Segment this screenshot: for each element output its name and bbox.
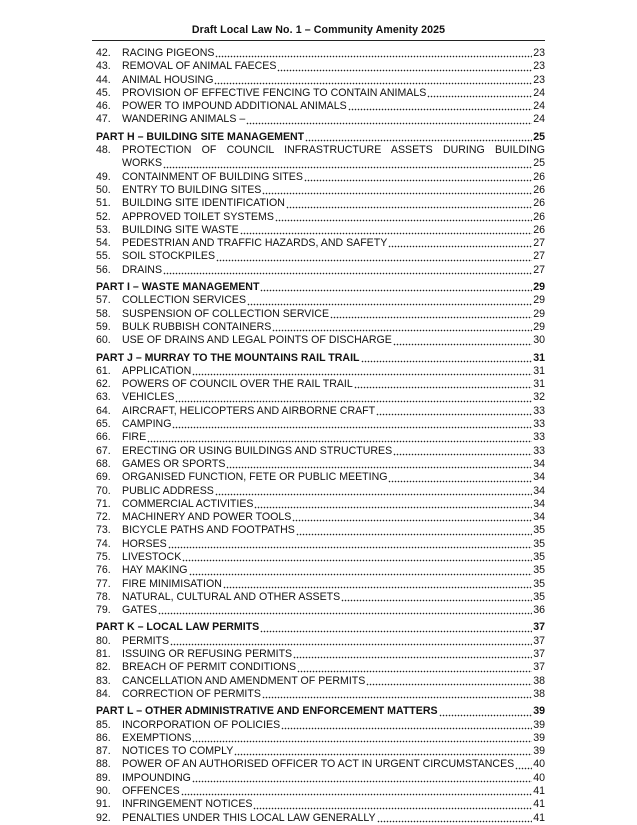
toc-entry-page-number: 26 xyxy=(533,197,545,210)
page-header-title: Draft Local Law No. 1 – Community Amenity 2025 xyxy=(191,24,446,36)
toc-entry[interactable] xyxy=(96,719,545,732)
toc-entry[interactable] xyxy=(96,798,545,811)
dot-leader xyxy=(304,173,532,182)
toc-entry-page-number: 34 xyxy=(533,497,545,510)
toc-entry-number: 92. xyxy=(96,811,111,824)
toc-entry-title: USE OF DRAINS AND LEGAL POINTS OF DISCHARGE xyxy=(122,334,392,347)
toc-entry-page-number: 31 xyxy=(533,351,545,364)
toc-entry-page-number: 34 xyxy=(533,457,545,470)
dot-leader xyxy=(330,310,532,319)
toc-entry-page-number: 40 xyxy=(533,758,545,771)
toc-entry[interactable] xyxy=(96,578,545,591)
toc-entry-page-number: 34 xyxy=(533,471,545,484)
toc-entry-number: 75. xyxy=(96,550,111,563)
toc-entry-title: BICYCLE PATHS AND FOOTPATHS xyxy=(122,524,295,537)
toc-entry-title: ISSUING OR REFUSING PERMITS xyxy=(122,648,293,661)
toc-entry[interactable] xyxy=(96,445,545,458)
toc-entry[interactable] xyxy=(96,87,545,100)
toc-entry-title: FIRE xyxy=(122,431,147,444)
toc-entry-number: 58. xyxy=(96,307,111,320)
dot-leader xyxy=(272,323,532,332)
toc-entry-page-number: 24 xyxy=(533,86,545,99)
toc-entry[interactable] xyxy=(96,264,545,277)
toc-entry-number: 49. xyxy=(96,170,111,183)
toc-entry[interactable] xyxy=(96,758,545,771)
toc-entry-page-number: 24 xyxy=(533,100,545,113)
dot-leader xyxy=(181,787,533,796)
toc-entry-number: 81. xyxy=(96,648,111,661)
toc-entry-number: 71. xyxy=(96,497,111,510)
dot-leader xyxy=(377,814,533,823)
dot-leader xyxy=(234,747,532,756)
toc-entry[interactable] xyxy=(96,524,545,537)
toc-entry-page-number: 41 xyxy=(533,811,545,824)
toc-entry-number: 90. xyxy=(96,785,111,798)
toc-entry-page-number: 37 xyxy=(533,661,545,674)
dot-leader xyxy=(192,734,532,743)
toc-part-heading[interactable] xyxy=(96,621,545,634)
toc-entry-page-number: 27 xyxy=(533,263,545,276)
toc-entry[interactable] xyxy=(96,47,545,60)
toc-entry[interactable] xyxy=(96,458,545,471)
toc-entry-number: 83. xyxy=(96,674,111,687)
toc-entry-number: 53. xyxy=(96,223,111,236)
toc-entry-number: 88. xyxy=(96,758,111,771)
dot-leader xyxy=(262,690,532,699)
toc-entry[interactable] xyxy=(96,224,545,237)
toc-entry-title: CONTAINMENT OF BUILDING SITES xyxy=(122,170,303,183)
toc-entry-number: 59. xyxy=(96,320,111,333)
toc-entry-title: POWERS OF COUNCIL OVER THE RAIL TRAIL xyxy=(122,378,353,391)
toc-entry-number: 55. xyxy=(96,250,111,263)
toc-entry-page-number: 39 xyxy=(533,745,545,758)
dot-leader xyxy=(388,474,532,483)
toc-entry[interactable] xyxy=(96,405,545,418)
toc-entry-title: HORSES xyxy=(122,537,167,550)
toc-part-title: PART J – MURRAY TO THE MOUNTAINS RAIL TRAIL xyxy=(96,351,360,364)
dot-leader xyxy=(158,606,532,615)
toc-part-heading[interactable] xyxy=(96,352,545,365)
toc-entry-title: POWER OF AN AUTHORISED OFFICER TO ACT IN URGENT CIRCUMSTANCES xyxy=(122,758,515,771)
toc-entry-number: 73. xyxy=(96,524,111,537)
toc-entry-title: PROTECTION OF COUNCIL INFRASTRUCTURE ASSETS DURING BUILDING xyxy=(122,144,545,157)
toc-entry-title: POWER TO IMPOUND ADDITIONAL ANIMALS xyxy=(122,100,347,113)
dot-leader xyxy=(292,513,532,522)
toc-entry[interactable] xyxy=(96,745,545,758)
dot-leader xyxy=(182,553,532,562)
toc-entry-page-number: 26 xyxy=(533,183,545,196)
toc-entry-title: BREACH OF PERMIT CONDITIONS xyxy=(122,661,297,674)
toc-part-heading[interactable] xyxy=(96,281,545,294)
toc-entry[interactable] xyxy=(96,591,545,604)
toc-entry[interactable] xyxy=(96,308,545,321)
toc-entry[interactable] xyxy=(96,250,545,263)
toc-entry-title: NOTICES TO COMPLY xyxy=(122,745,234,758)
toc-entry-title-continued-line xyxy=(122,157,545,170)
toc-entry[interactable] xyxy=(96,321,545,334)
toc-entry-title: OFFENCES xyxy=(122,785,180,798)
toc-entry-page-number: 31 xyxy=(533,364,545,377)
toc-entry-number: 76. xyxy=(96,564,111,577)
dot-leader xyxy=(246,116,532,125)
toc-part-heading[interactable] xyxy=(96,705,545,718)
toc-entry-number: 66. xyxy=(96,431,111,444)
toc-entry-title: PENALTIES UNDER THIS LOCAL LAW GENERALLY xyxy=(122,811,376,824)
dot-leader xyxy=(172,420,532,429)
toc-entry[interactable] xyxy=(96,485,545,498)
toc-entry-title: INCORPORATION OF POLICIES xyxy=(122,718,281,731)
dot-leader xyxy=(260,624,532,633)
toc-entry-number: 87. xyxy=(96,745,111,758)
toc-entry-page-number: 27 xyxy=(533,250,545,263)
toc-entry-page-number: 38 xyxy=(533,674,545,687)
toc-entry-title: ERECTING OR USING BUILDINGS AND STRUCTURES xyxy=(122,444,393,457)
toc-entry-title: APPROVED TOILET SYSTEMS xyxy=(122,210,274,223)
toc-entry-title: COLLECTION SERVICES xyxy=(122,294,247,307)
dot-leader xyxy=(175,394,532,403)
toc-entry[interactable] xyxy=(96,498,545,511)
toc-entry-title: INFRINGEMENT NOTICES xyxy=(122,798,253,811)
toc-entry-page-number: 26 xyxy=(533,170,545,183)
dot-leader xyxy=(354,380,532,389)
toc-entry[interactable] xyxy=(96,511,545,524)
dot-leader xyxy=(293,650,532,659)
toc-entry-number: 79. xyxy=(96,604,111,617)
toc-entry[interactable] xyxy=(96,74,545,87)
toc-entry-title: BUILDING SITE WASTE xyxy=(122,223,239,236)
toc-entry-page-number: 26 xyxy=(533,223,545,236)
toc-entry[interactable] xyxy=(96,812,545,825)
toc-entry[interactable] xyxy=(96,144,545,171)
dot-leader xyxy=(427,89,532,98)
toc-entry-number: 48. xyxy=(96,144,111,157)
toc-part-title: PART H – BUILDING SITE MANAGEMENT xyxy=(96,130,305,143)
toc-entry[interactable] xyxy=(96,471,545,484)
toc-entry-number: 82. xyxy=(96,661,111,674)
toc-entry-title: FIRE MINIMISATION xyxy=(122,577,222,590)
toc-entry-title: LIVESTOCK xyxy=(122,550,182,563)
dot-leader xyxy=(170,637,532,646)
dot-leader xyxy=(262,186,532,195)
dot-leader xyxy=(240,226,532,235)
toc-entry-page-number: 29 xyxy=(533,320,545,333)
toc-entry-number: 63. xyxy=(96,391,111,404)
toc-entry-page-number: 39 xyxy=(533,731,545,744)
toc-entry-page-number: 25 xyxy=(533,157,545,170)
toc-entry-title: SUSPENSION OF COLLECTION SERVICE xyxy=(122,307,330,320)
toc-entry-page-number: 35 xyxy=(533,550,545,563)
toc-entry-page-number: 39 xyxy=(533,718,545,731)
toc-entry-title: MACHINERY AND POWER TOOLS xyxy=(122,511,292,524)
dot-leader xyxy=(286,200,532,209)
toc-entry[interactable] xyxy=(96,113,545,126)
toc-entry-title: VEHICLES xyxy=(122,391,175,404)
toc-entry[interactable] xyxy=(96,675,545,688)
toc-entry-page-number: 35 xyxy=(533,590,545,603)
toc-entry-page-number: 39 xyxy=(533,705,545,718)
dot-leader xyxy=(341,593,532,602)
toc-entry[interactable] xyxy=(96,688,545,701)
toc-entry-number: 86. xyxy=(96,731,111,744)
toc-entry-title: PROVISION OF EFFECTIVE FENCING TO CONTAIN ANIMALS xyxy=(122,86,427,99)
toc-entry-page-number: 36 xyxy=(533,604,545,617)
toc-entry-title-continued: WORKS xyxy=(122,157,163,170)
toc-part-title: PART K – LOCAL LAW PERMITS xyxy=(96,621,260,634)
dot-leader xyxy=(192,774,532,783)
dot-leader xyxy=(305,133,532,142)
toc-entry-title: PEDESTRIAN AND TRAFFIC HAZARDS, AND SAFETY xyxy=(122,237,388,250)
toc-entry-title: CANCELLATION AND AMENDMENT OF PERMITS xyxy=(122,674,366,687)
toc-entry-number: 69. xyxy=(96,471,111,484)
toc-entry-page-number: 23 xyxy=(533,73,545,86)
toc-entry-page-number: 35 xyxy=(533,564,545,577)
toc-part-title: PART L – OTHER ADMINISTRATIVE AND ENFORCEMENT MATTERS xyxy=(96,705,438,718)
dot-leader xyxy=(361,354,533,363)
toc-entry-page-number: 37 xyxy=(533,648,545,661)
toc-entry-page-number: 35 xyxy=(533,577,545,590)
toc-entry[interactable] xyxy=(96,648,545,661)
table-of-contents xyxy=(96,47,545,825)
dot-leader xyxy=(147,434,532,443)
toc-entry-number: 91. xyxy=(96,798,111,811)
toc-entry-page-number: 35 xyxy=(533,524,545,537)
toc-entry-title: GATES xyxy=(122,604,158,617)
toc-entry-page-number: 27 xyxy=(533,237,545,250)
toc-entry[interactable] xyxy=(96,197,545,210)
toc-entry-title: CORRECTION OF PERMITS xyxy=(122,687,261,700)
toc-entry-number: 43. xyxy=(96,60,111,73)
toc-entry-title: APPLICATION xyxy=(122,364,192,377)
toc-entry-title: SOIL STOCKPILES xyxy=(122,250,216,263)
toc-entry-page-number: 29 xyxy=(533,281,545,294)
toc-entry[interactable] xyxy=(96,294,545,307)
toc-entry-title: GAMES OR SPORTS xyxy=(122,457,226,470)
toc-entry-page-number: 41 xyxy=(533,785,545,798)
toc-entry-page-number: 25 xyxy=(533,130,545,143)
toc-entry-page-number: 33 xyxy=(533,404,545,417)
dot-leader xyxy=(260,283,532,292)
toc-entry-title: COMMERCIAL ACTIVITIES xyxy=(122,497,254,510)
toc-entry-title: BUILDING SITE IDENTIFICATION xyxy=(122,197,285,210)
toc-entry[interactable] xyxy=(96,604,545,617)
toc-entry-number: 46. xyxy=(96,100,111,113)
toc-entry[interactable] xyxy=(96,431,545,444)
toc-entry-page-number: 37 xyxy=(533,634,545,647)
dot-leader xyxy=(189,567,533,576)
dot-leader xyxy=(223,580,532,589)
toc-entry-page-number: 29 xyxy=(533,294,545,307)
toc-entry-number: 52. xyxy=(96,210,111,223)
dot-leader xyxy=(281,721,532,730)
toc-entry[interactable] xyxy=(96,551,545,564)
toc-entry[interactable] xyxy=(96,184,545,197)
toc-entry[interactable] xyxy=(96,785,545,798)
dot-leader xyxy=(192,367,532,376)
dot-leader xyxy=(515,761,532,770)
toc-entry[interactable] xyxy=(96,635,545,648)
toc-entry-title: PERMITS xyxy=(122,634,170,647)
toc-entry-page-number: 34 xyxy=(533,511,545,524)
toc-part-title: PART I – WASTE MANAGEMENT xyxy=(96,281,260,294)
toc-entry-number: 68. xyxy=(96,457,111,470)
toc-entry-number: 85. xyxy=(96,718,111,731)
toc-entry-page-number: 31 xyxy=(533,378,545,391)
toc-entry-title: DRAINS xyxy=(122,263,163,276)
toc-entry-number: 57. xyxy=(96,294,111,307)
toc-entry-title: EXEMPTIONS xyxy=(122,731,192,744)
toc-entry[interactable] xyxy=(96,100,545,113)
dot-leader xyxy=(168,540,532,549)
toc-entry[interactable] xyxy=(96,171,545,184)
toc-entry-number: 62. xyxy=(96,378,111,391)
dot-leader xyxy=(163,266,532,275)
toc-entry-number: 44. xyxy=(96,73,111,86)
toc-entry-title: BULK RUBBISH CONTAINERS xyxy=(122,320,272,333)
toc-entry-number: 64. xyxy=(96,404,111,417)
toc-entry-number: 80. xyxy=(96,634,111,647)
dot-leader xyxy=(393,447,532,456)
dot-leader xyxy=(215,487,532,496)
toc-entry-number: 89. xyxy=(96,771,111,784)
dot-leader xyxy=(388,239,532,248)
toc-entry-title: ENTRY TO BUILDING SITES xyxy=(122,183,262,196)
toc-entry-page-number: 30 xyxy=(533,334,545,347)
dot-leader xyxy=(366,677,532,686)
toc-entry-page-number: 37 xyxy=(533,621,545,634)
dot-leader xyxy=(254,500,532,509)
dot-leader xyxy=(226,460,532,469)
toc-entry[interactable] xyxy=(96,538,545,551)
toc-entry-page-number: 32 xyxy=(533,391,545,404)
toc-entry-title: IMPOUNDING xyxy=(122,771,191,784)
dot-leader xyxy=(393,337,532,346)
toc-entry-title: PUBLIC ADDRESS xyxy=(122,484,214,497)
dot-leader xyxy=(275,213,532,222)
toc-entry-page-number: 23 xyxy=(533,47,545,59)
toc-entry[interactable] xyxy=(96,334,545,347)
toc-entry-number: 65. xyxy=(96,418,111,431)
toc-entry-number: 70. xyxy=(96,484,111,497)
toc-entry-page-number: 33 xyxy=(533,418,545,431)
toc-entry-number: 72. xyxy=(96,511,111,524)
dot-leader xyxy=(216,253,532,262)
toc-entry-title: WANDERING ANIMALS – xyxy=(122,113,246,126)
toc-entry-number: 78. xyxy=(96,590,111,603)
toc-entry-title: RACING PIGEONS xyxy=(122,47,215,59)
toc-entry[interactable] xyxy=(96,564,545,577)
toc-entry-title: CAMPING xyxy=(122,418,172,431)
toc-entry-number: 51. xyxy=(96,197,111,210)
dot-leader xyxy=(439,708,533,717)
toc-entry-number: 54. xyxy=(96,237,111,250)
toc-entry-number: 74. xyxy=(96,537,111,550)
dot-leader xyxy=(348,102,533,111)
dot-leader xyxy=(163,160,532,169)
toc-part-heading[interactable] xyxy=(96,131,545,144)
toc-entry-body xyxy=(122,144,545,171)
toc-entry-page-number: 40 xyxy=(533,771,545,784)
toc-entry-title: ORGANISED FUNCTION, FETE OR PUBLIC MEETING xyxy=(122,471,388,484)
toc-entry-number: 47. xyxy=(96,113,111,126)
toc-entry-title: AIRCRAFT, HELICOPTERS AND AIRBORNE CRAFT xyxy=(122,404,376,417)
toc-entry-page-number: 23 xyxy=(533,60,545,73)
toc-entry[interactable] xyxy=(96,732,545,745)
toc-entry-title: NATURAL, CULTURAL AND OTHER ASSETS xyxy=(122,590,341,603)
toc-entry-title: REMOVAL OF ANIMAL FAECES xyxy=(122,60,277,73)
toc-entry[interactable] xyxy=(96,418,545,431)
dot-leader xyxy=(376,407,532,416)
toc-entry-title: HAY MAKING xyxy=(122,564,188,577)
toc-entry-page-number: 26 xyxy=(533,210,545,223)
toc-entry-number: 56. xyxy=(96,263,111,276)
toc-entry-page-number: 34 xyxy=(533,484,545,497)
toc-entry-page-number: 35 xyxy=(533,537,545,550)
dot-leader xyxy=(247,297,532,306)
toc-entry[interactable] xyxy=(96,60,545,73)
toc-entry[interactable] xyxy=(96,391,545,404)
toc-entry-title: ANIMAL HOUSING xyxy=(122,73,214,86)
dot-leader xyxy=(296,527,532,536)
dot-leader xyxy=(297,664,532,673)
toc-entry[interactable] xyxy=(96,378,545,391)
toc-entry-page-number: 38 xyxy=(533,687,545,700)
toc-entry[interactable] xyxy=(96,237,545,250)
toc-entry-number: 84. xyxy=(96,687,111,700)
toc-entry-number: 50. xyxy=(96,183,111,196)
toc-entry[interactable] xyxy=(96,661,545,674)
header-rule xyxy=(92,40,545,41)
toc-entry[interactable] xyxy=(96,772,545,785)
toc-entry-page-number: 41 xyxy=(533,798,545,811)
toc-entry-number: 45. xyxy=(96,86,111,99)
toc-entry[interactable] xyxy=(96,211,545,224)
toc-entry-number: 67. xyxy=(96,444,111,457)
dot-leader xyxy=(214,76,532,85)
dot-leader xyxy=(215,49,532,58)
dot-leader xyxy=(277,63,532,72)
toc-entry-number: 61. xyxy=(96,364,111,377)
dot-leader xyxy=(253,801,532,810)
toc-entry-number: 42. xyxy=(96,47,111,59)
toc-entry-page-number: 29 xyxy=(533,307,545,320)
toc-entry-page-number: 24 xyxy=(533,113,545,126)
toc-entry-page-number: 33 xyxy=(533,431,545,444)
toc-entry-number: 60. xyxy=(96,334,111,347)
toc-entry-number: 77. xyxy=(96,577,111,590)
toc-entry-page-number: 33 xyxy=(533,444,545,457)
toc-entry[interactable] xyxy=(96,365,545,378)
